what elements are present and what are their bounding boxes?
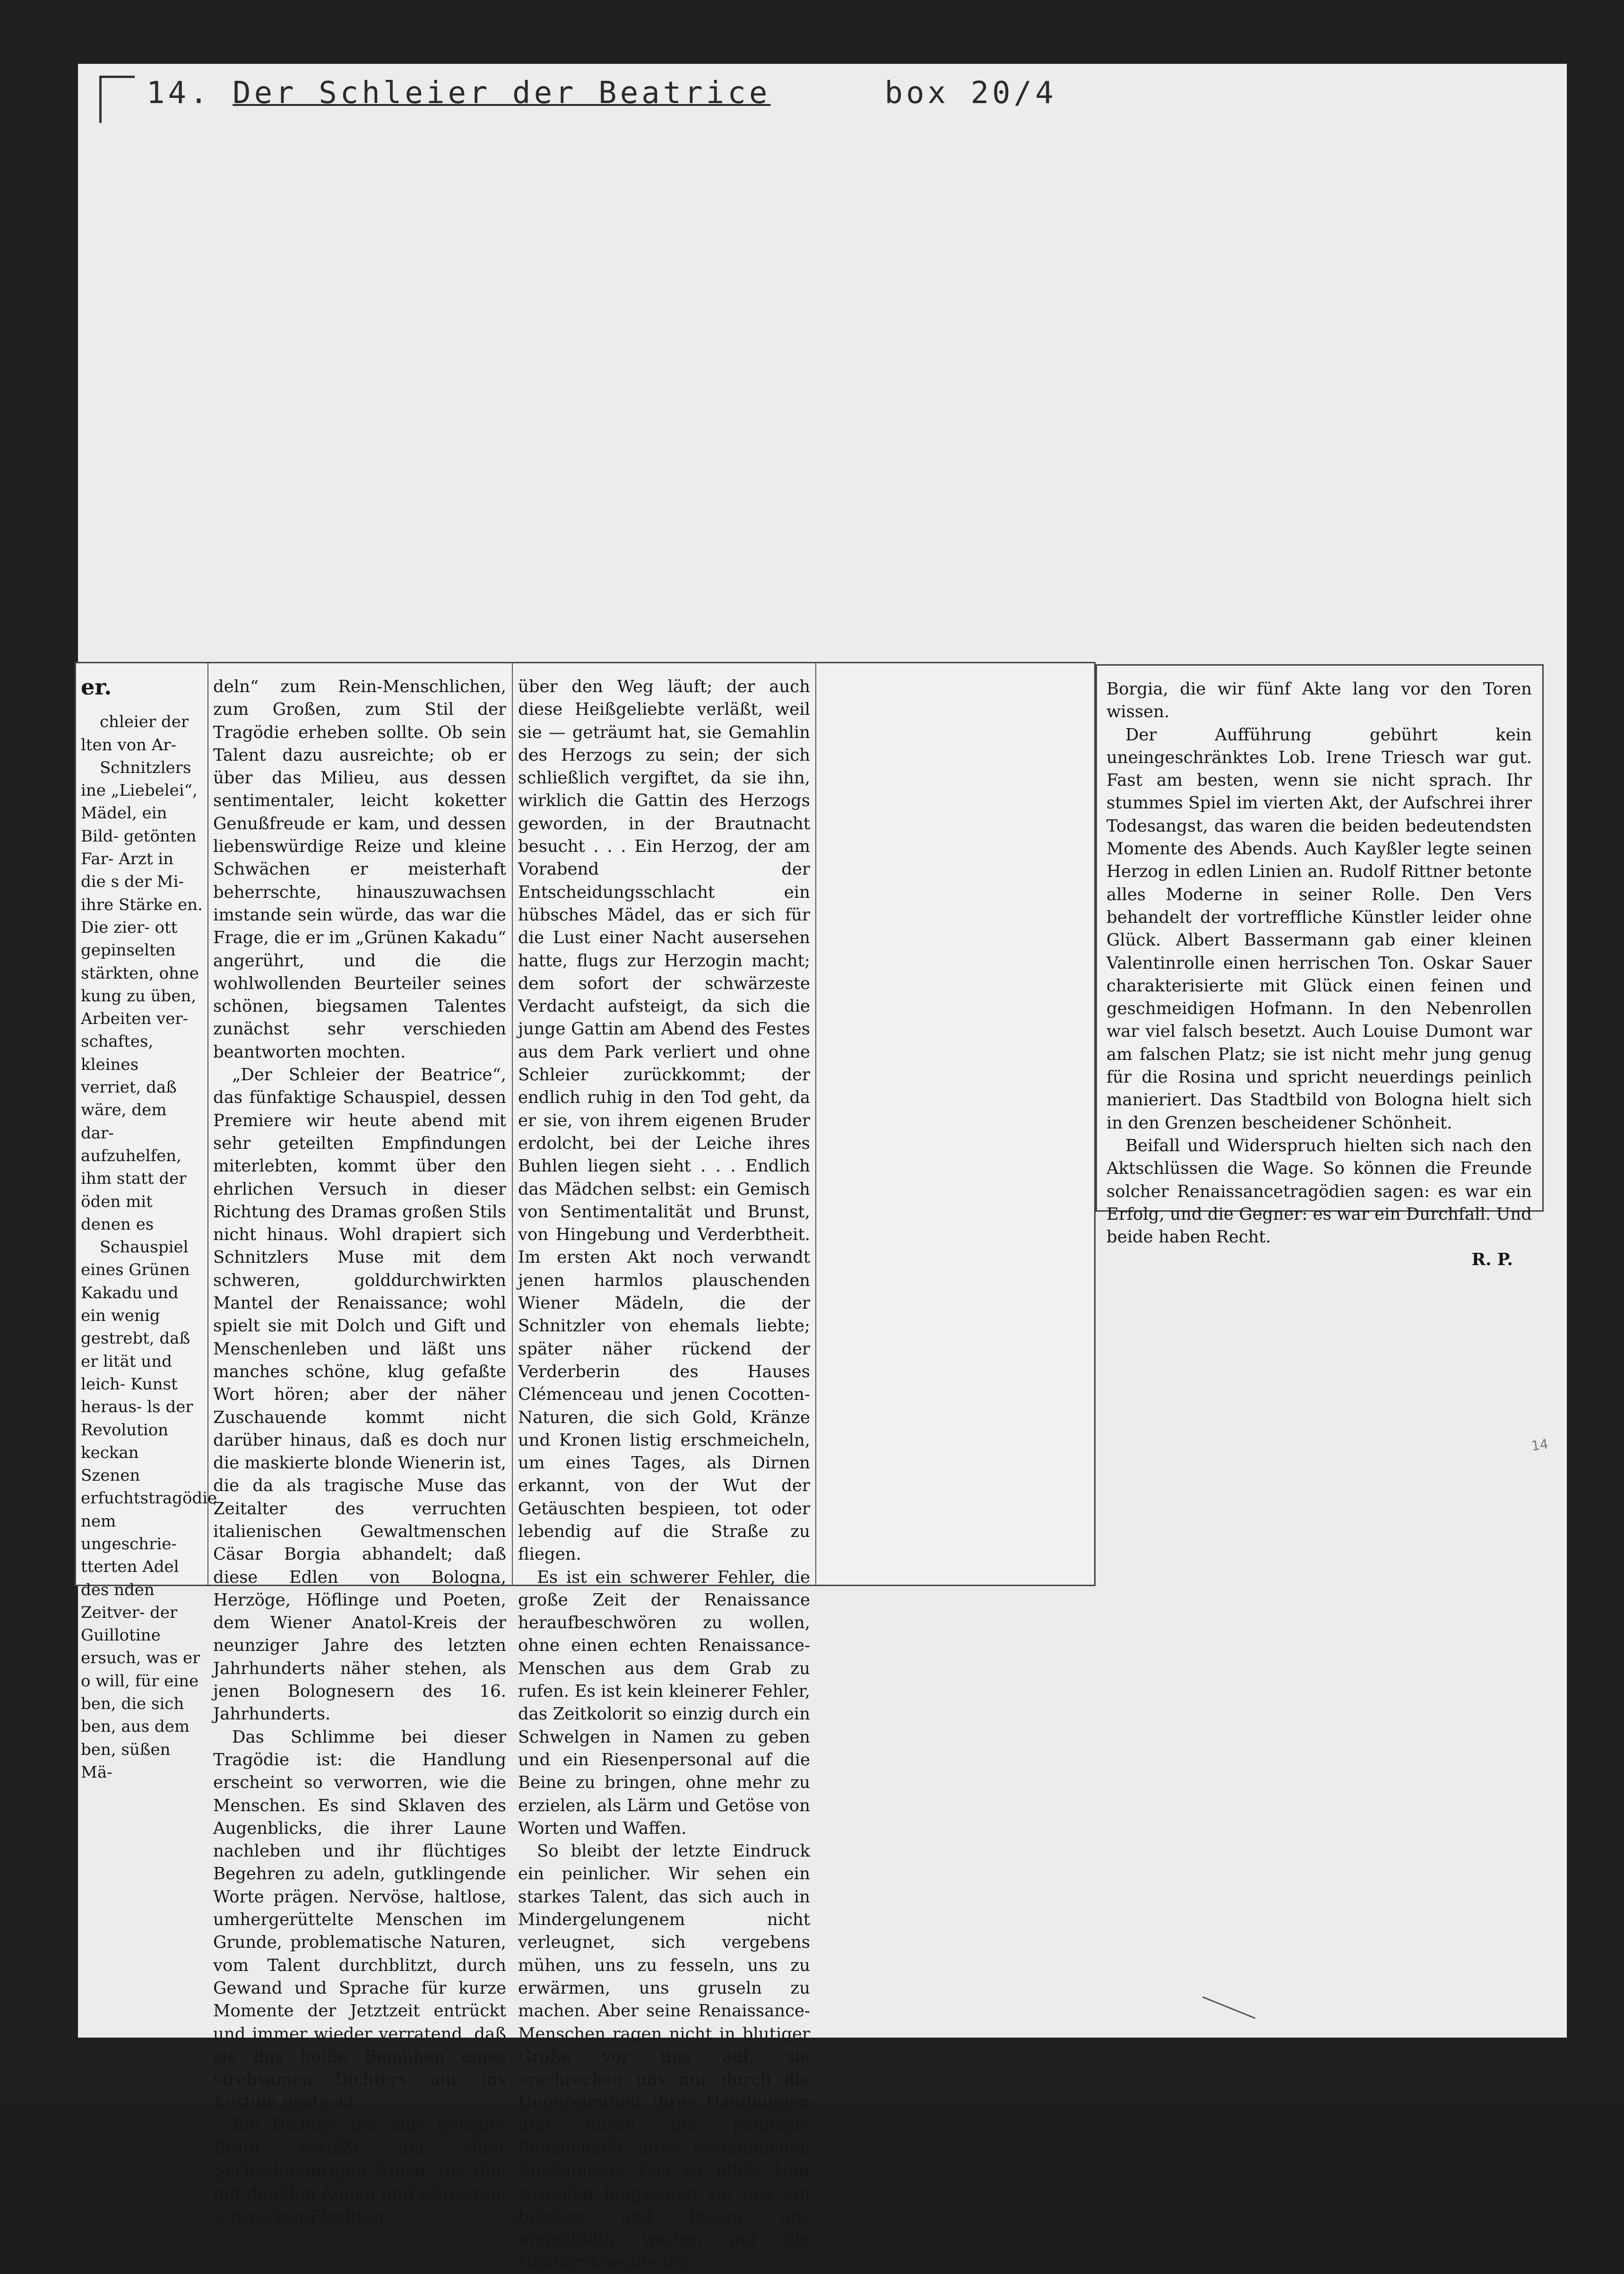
work-title: Der Schleier der Beatrice (233, 76, 771, 111)
column-divider (207, 663, 208, 1585)
column-divider (512, 663, 513, 1585)
paragraph: Ein Dichter, der eine geliebte Braut verläßt um einer Sechzehnjährigen willen, die ihm mit dunklen Augen und schweren, schwarzen Flechten (213, 2115, 506, 2226)
author-signature: R. P. (1471, 1250, 1513, 1270)
box-reference: box 20/4 (884, 76, 1057, 111)
paragraph: über den Weg läuft; der auch diese Heißgeliebte verläßt, weil sie — geträumt hat, sie Gemahlin des Herzogs zu sein; der sich schließlich vergiftet, da sie ihn, wirklich die Gattin des Herzogs geworden, in der Brautnacht besucht . . . Ein Herzog, der am Vorabend der Entscheidungsschlacht ein hübsches Mädel, das er sich für die Lust einer Nacht ausersehen hatte, flugs zur Herzogin macht; dem sofort der schwärzeste Verdacht aufsteigt, da sich die junge Gattin am Abend des Festes aus dem Park verliert und ohne Schleier zurückkommt; der endlich ruhig in den Tod geht, da er sie, von ihrem eigenen Bruder erdolcht, bei der Leiche ihres Buhlen liegen sieht . . . Endlich das Mädchen selbst: ein Gemisch von Sentimentalität und Brunst, von Hingebung und Verderbtheit. Im ersten Akt noch verwandt jenen harmlos plauschenden Wiener Mädeln, die der Schnitzler von ehemals liebte; später näher rückend der Verderberin des Hauses Clémenceau und jenen Cocotten-Naturen, die sich Gold, Kränze und Kronen listig erschmeicheln, um eines Tages, als Dirnen erkannt, von der Wut der Getäuschten bespieen, tot oder lebendig auf die Straße zu fliegen. (518, 677, 810, 1564)
margin-note: 14 (1530, 1436, 1549, 1454)
card-header (147, 76, 1057, 111)
paragraph: Schnitzlers ine „Liebelei“, Mädel, ein Bild- getönten Far- Arzt in die s der Mi- ihre Stärke en. Die zier- ott gepinselten stärkten, ohne kung zu üben, Arbeiten ver- schaftes, kleines verriet, daß wäre, dem dar- aufzuhelfen, ihm statt der öden mit denen es (81, 758, 203, 1234)
paragraph: Das Schlimme bei dieser Tragödie ist: die Handlung erscheint so verworren, wie die Menschen. Es sind Sklaven des Augenblicks, die ihrer Laune nachleben und ihr flüchtiges Begehren zu adeln, gutklingende Worte prägen. Nervöse, haltlose, umhergerüttelte Menschen im Grunde, problematische Naturen, vom Talent durchblitzt, durch Gewand und Sprache für kurze Momente der Jetztzeit entrückt und immer wieder verratend, daß sie das heiße Bemühen eines strebsamen Dichters nur ins Kostüm gesteckt. (213, 1727, 506, 2112)
paragraph: „Der Schleier der Beatrice“, das fünfaktige Schauspiel, dessen Premiere wir heute abend mit sehr geteilten Empfindungen miterlebten, kommt über den ehrlichen Versuch in dieser Richtung des Dramas großen Stils nicht hinaus. Wohl drapiert sich Schnitzlers Muse mit dem schweren, golddurchwirkten Mantel der Renaissance; wohl spielt sie mit Dolch und Gift und Menschenleben und läßt uns manches schöne, klug gefaßte Wort hören; aber der näher Zuschauende kommt nicht darüber hinaus, daß es doch nur die maskierte blonde Wienerin ist, die da als tragische Muse das Zeitalter des verruchten italienischen Gewaltmenschen Cäsar Borgia abhandelt; daß diese Edlen von Bologna, Herzöge, Höflinge und Poeten, dem Wiener Anatol-Kreis der neunziger Jahre des letzten Jahrhunderts näher stehen, als jenen Bolognesern des 16. Jahrhunderts. (213, 1065, 506, 1724)
corner-mark (99, 76, 135, 123)
article-column-2 (518, 676, 810, 2272)
article-column-3 (1106, 678, 1532, 1270)
item-number: 14. (147, 76, 211, 111)
newspaper-clipping-main (75, 662, 1096, 2272)
newspaper-clipping-continuation (1096, 664, 1544, 1270)
paragraph: Es ist ein schwerer Fehler, die große Zeit der Renaissance heraufbeschwören zu wollen, ohne einen echten Renaissance-Menschen aus dem Grab zu rufen. Es ist kein kleinerer Fehler, das Zeitkolorit so einzig durch ein Schwelgen in Namen zu geben und ein Riesenpersonal auf die Beine zu bringen, ohne mehr zu erzielen, als Lärm und Getöse von Worten und Waffen. (518, 1567, 810, 1838)
paragraph: So bleibt der letzte Eindruck ein peinlicher. Wir sehen ein starkes Talent, das sich auch in Mindergelungenem nicht verleugnet, sich vergebens mühen, uns zu fesseln, uns zu erwärmen, uns gruseln zu machen. Aber seine Renaissance-Menschen ragen nicht in blutiger Größe vor uns auf; sie erschrecken uns nur durch die Ungereimtheit ihrer Handlungen und durch die peinliche Plötzlichkeit ihrer erstaunlichen Entschlüsse. Das ist alles. Und zuweilen langweilen sie uns ein bischen und lassen uns ungeduldig warten auf die Henkersknechte des (518, 1841, 810, 2272)
article-column-0 (81, 674, 217, 1782)
paragraph: deln“ zum Rein-Menschlichen, zum Großen, zum Stil der Tragödie erheben sollte. Ob sein Talent dazu ausreichte; ob er über das Milieu, aus dessen sentimentaler, leicht koketter Genußfreude er kam, und dessen liebenswürdige Reize und kleine Schwächen er meisterhaft beherrschte, hinauszuwachsen imstande sein würde, das war die Frage, die er im „Grünen Kakadu“ angerührt, und die die wohlwollenden Beurteiler seines schönen, biegsamen Talentes zunächst sehr verschieden beantworten mochten. (213, 677, 506, 1062)
column-divider (815, 663, 816, 1585)
paragraph: chleier der lten von Ar- (81, 712, 189, 755)
paragraph: Beifall und Widerspruch hielten sich nach den Aktschlüssen die Wage. So können die Freunde solcher Renaissancetragödien sagen: es war ein Erfolg, und die Gegner: es war ein Durchfall. Und beide haben Recht. (1106, 1136, 1532, 1247)
paragraph: Borgia, die wir fünf Akte lang vor den Toren wissen. (1106, 679, 1532, 722)
paragraph: Der Aufführung gebührt kein uneingeschränktes Lob. Irene Triesch war gut. Fast am besten, wenn sie nicht sprach. Ihr stummes Spiel im vierten Akt, der Aufschrei ihrer Todesangst, das waren die beiden bedeutendsten Momente des Abends. Auch Kayßler legte seinen Herzog in edlen Linien an. Rudolf Rittner betonte alles Moderne in seiner Rolle. Den Vers behandelt der vortreffliche Künstler leider ohne Glück. Albert Bassermann gab einer kleinen Valentinrolle einen herrischen Ton. Oskar Sauer charakterisierte mit Glück einen feinen und geschmeidigen Hofmann. In den Nebenrollen war viel falsch besetzt. Auch Louise Dumont war am falschen Platz; sie ist nicht mehr jung genug für die Rosina und spricht neuerdings peinlich manieriert. Das Stadtbild von Bologna hielt sich in den Grenzen bescheidener Schönheit. (1106, 725, 1532, 1133)
paragraph: Schauspiel eines Grünen Kakadu und ein wenig gestrebt, daß er lität und leich- Kunst heraus- ls der Revolution keckan Szenen erfuchtstragödie nem ungeschrie- tterten Adel des nden Zeitver- der Guillotine ersuch, was er o will, für eine ben, die sich ben, aus dem ben, süßen Mä- (81, 1238, 217, 1782)
article-column-1 (213, 676, 506, 2226)
column-heading: er. (81, 674, 112, 700)
